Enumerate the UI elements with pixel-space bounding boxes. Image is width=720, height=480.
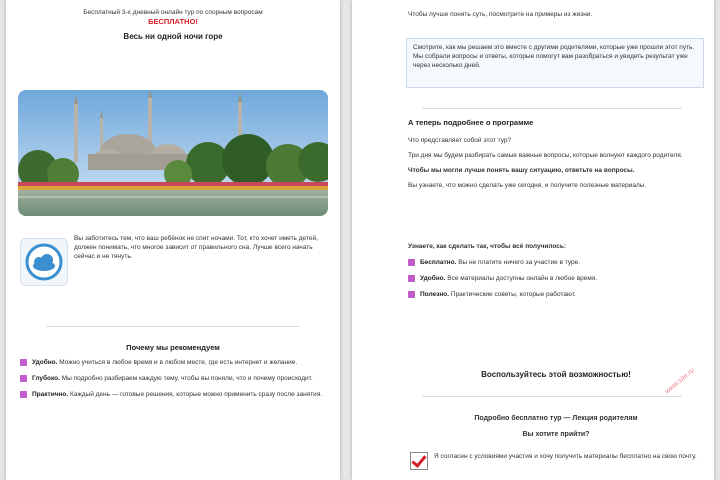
badge-text: Вы заботитесь тем, что ваш ребёнок не спит ночами. Тот, кто хочет иметь детей, должен понимать, что многое зависит от правильного сна. Лучше всего начать сейчас и не тянуть.	[74, 235, 318, 260]
document-page-left	[6, 0, 340, 480]
mosque-photo	[18, 90, 328, 216]
bullet-lead: Удобно.	[420, 275, 446, 282]
cta-question: Вы хотите прийти?	[522, 431, 590, 438]
bullet-mark-icon	[20, 359, 27, 366]
cta-block	[408, 414, 704, 440]
bullet-mark-icon	[408, 275, 415, 282]
subheading: Узнаете, как сделать так, чтобы всё получилось:	[408, 243, 567, 250]
list-item	[20, 374, 326, 383]
list-item	[408, 258, 704, 267]
paragraph: Три дня мы будем разбирать самые важные вопросы, которые волнуют каждого родителя.	[408, 152, 683, 159]
divider	[422, 396, 682, 397]
divider	[422, 108, 682, 109]
section-title: А теперь подробнее о программе	[408, 118, 534, 127]
list-item	[408, 290, 704, 299]
quote-box: Смотрите, как мы решаем это вместе с другими родителями, которые уже прошли этот путь. Мы собрали вопросы и ответы, которые помогут вам разобраться и увидеть результат уже через несколько дней.	[406, 38, 704, 88]
divider	[46, 326, 300, 327]
paragraphs	[408, 136, 704, 196]
bullet-lead: Бесплатно.	[420, 259, 457, 266]
bullet-mark-icon	[20, 375, 27, 382]
bullet-mark-icon	[408, 259, 415, 266]
intro-red-label: БЕСПЛАТНО!	[148, 17, 198, 26]
bullet-text: Можно учиться в любое время и в любом месте, где есть интернет и желание.	[59, 359, 298, 366]
bullet-text: Вы не платите ничего за участие в туре.	[458, 259, 581, 266]
bold-callout: Воспользуйтесь этой возможностью!	[481, 370, 631, 379]
bullet-text: Каждый день — готовые решения, которые можно применить сразу после занятия.	[69, 391, 323, 398]
checkbox-label: Я согласен с условиями участия и хочу получить материалы бесплатно на свою почту.	[434, 453, 697, 460]
paragraph: Что представляет собой этот тур?	[408, 137, 512, 144]
paragraph: Чтобы мы могли лучше понять вашу ситуацию, ответьте на вопросы.	[408, 167, 635, 174]
page-heading: Весь ни одной ночи горе	[123, 32, 223, 41]
section-title: Почему мы рекомендуем	[126, 343, 220, 352]
bullet-mark-icon	[408, 291, 415, 298]
bullet-lead: Удобно.	[32, 359, 58, 366]
list-item	[408, 274, 704, 283]
agree-checkbox[interactable]	[410, 452, 428, 470]
program-section	[408, 118, 704, 127]
mosque-landscape-photo	[18, 90, 328, 216]
top-text: Чтобы лучше понять суть, посмотрите на примеры из жизни.	[408, 11, 593, 18]
cta-line: Подробно бесплатно тур — Лекция родителям	[474, 415, 638, 422]
bullet-list	[20, 358, 326, 406]
bullet-text: Все материалы доступны онлайн в любое время.	[447, 275, 598, 282]
document-page-right	[352, 0, 714, 480]
bullet-list	[408, 258, 704, 306]
list-item	[20, 390, 326, 399]
cloud-badge-icon	[20, 238, 68, 286]
intro-line: Бесплатный 3-х дневный онлайн тур по спорным вопросам	[83, 9, 263, 16]
bullet-text: Мы подробно разбираем каждую тему, чтобы вы поняли, что и почему происходит.	[61, 375, 313, 382]
bullet-lead: Полезно.	[420, 291, 450, 298]
list-item	[20, 358, 326, 367]
badge-row	[20, 234, 326, 304]
bullet-lead: Глубоко.	[32, 375, 60, 382]
paragraph: Вы узнаете, что можно сделать уже сегодня, и получите полезные материалы.	[408, 182, 647, 189]
intro-block	[20, 8, 326, 41]
watermark-stamp: www.site.ru	[664, 366, 696, 396]
bullet-text: Практические советы, которые работают.	[450, 291, 576, 298]
bullet-mark-icon	[20, 391, 27, 398]
bullet-lead: Практично.	[32, 391, 69, 398]
